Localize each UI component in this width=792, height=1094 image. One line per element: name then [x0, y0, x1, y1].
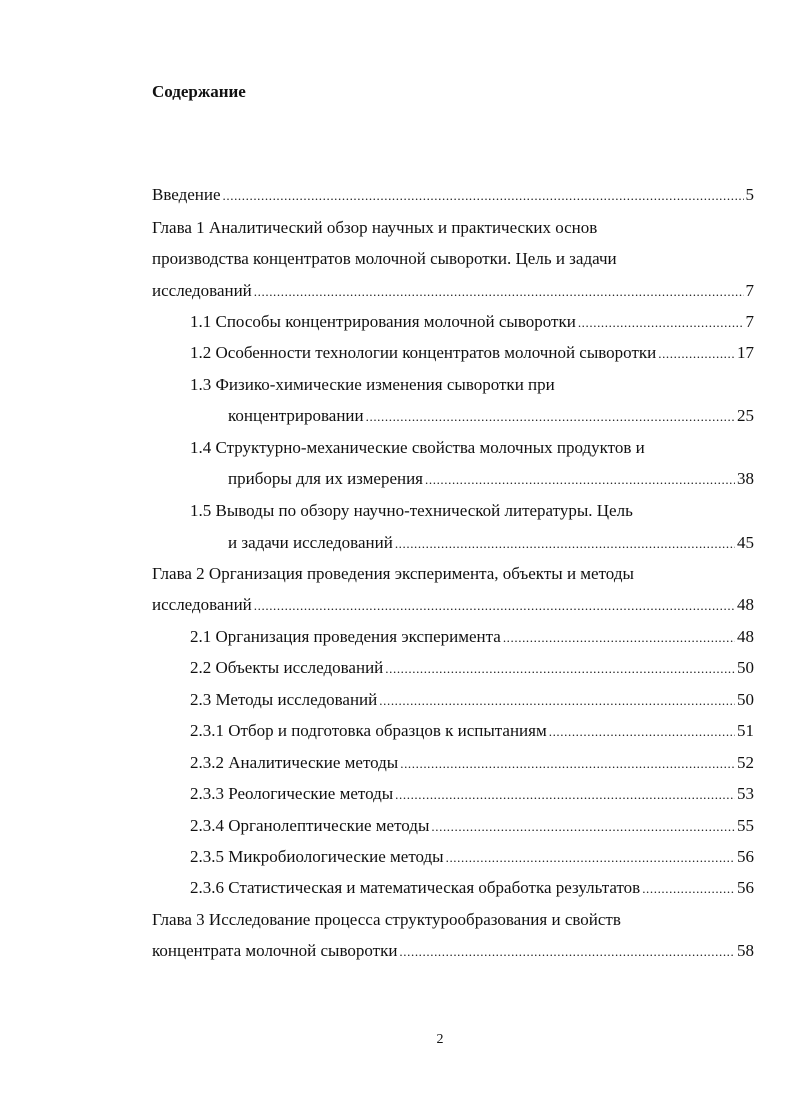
toc-page-number: 56 [737, 878, 754, 897]
page-title: Содержание [152, 82, 246, 101]
toc-entry-text: 2.3.3 Реологические методы [190, 784, 394, 803]
toc-entry-text: 1.2 Особенности технологии концентратов молочной сыворотки [190, 343, 657, 362]
toc-entry-text: 2.3 Методы исследований [190, 690, 378, 709]
toc-entry-text: концентрировании [228, 406, 364, 425]
toc-entry-2-3-3[interactable] [190, 783, 754, 805]
dot-leader [431, 816, 735, 838]
toc-chapter-2-line-1[interactable]: Глава 2 Организация проведения эксперимента, объекты и методы [152, 564, 634, 583]
toc-entry-text: 2.3.4 Органолептические методы [190, 816, 430, 835]
toc-page-number: 53 [737, 784, 754, 803]
toc-page-number: 48 [737, 627, 754, 646]
toc-page-number: 7 [745, 281, 754, 300]
toc-entry-text: исследований [152, 281, 252, 300]
toc-entry-1-3[interactable] [228, 405, 754, 427]
toc-page-number: 45 [737, 533, 754, 552]
toc-page-number: 17 [737, 343, 754, 362]
toc-entry-1-4-line-1[interactable]: 1.4 Структурно-механические свойства молочных продуктов и [190, 438, 645, 457]
toc-page-number: 50 [737, 690, 754, 709]
dot-leader [379, 690, 735, 712]
toc-page-number: 51 [737, 721, 754, 740]
toc-entry-text: концентрата молочной сыворотки [152, 941, 398, 960]
dot-leader [549, 721, 735, 743]
dot-leader [223, 185, 744, 207]
toc-entry-1-4[interactable] [228, 468, 754, 490]
dot-leader [254, 281, 744, 303]
toc-entry-text: и задачи исследований [228, 533, 393, 552]
toc-entry-intro[interactable] [152, 184, 754, 206]
toc-entry-text: 2.3.6 Статистическая и математическая обработка результатов [190, 878, 641, 897]
toc-page-number: 48 [737, 595, 754, 614]
dot-leader [400, 753, 735, 775]
toc-entry-text: Введение [152, 185, 221, 204]
toc-entry-text: приборы для их измерения [228, 469, 424, 488]
dot-leader [578, 312, 744, 334]
dot-leader [254, 595, 735, 617]
dot-leader [658, 343, 735, 365]
toc-entry-chapter-2[interactable] [152, 594, 754, 616]
dot-leader [399, 941, 735, 963]
toc-page-number: 56 [737, 847, 754, 866]
toc-entry-1-3-line-1[interactable]: 1.3 Физико-химические изменения сыворотки при [190, 375, 555, 394]
toc-entry-2-1[interactable] [190, 626, 754, 648]
toc-page-number: 25 [737, 406, 754, 425]
toc-entry-1-5-line-1[interactable]: 1.5 Выводы по обзору научно-технической литературы. Цель [190, 501, 633, 520]
toc-entry-2-3[interactable] [190, 689, 754, 711]
page-number: 2 [436, 1032, 444, 1047]
toc-entry-2-3-4[interactable] [190, 815, 754, 837]
dot-leader [425, 469, 735, 491]
toc-entry-1-5[interactable] [228, 532, 754, 554]
dot-leader [385, 658, 735, 680]
toc-entry-chapter-3[interactable] [152, 940, 754, 962]
toc-page-number: 52 [737, 753, 754, 772]
dot-leader [642, 878, 735, 900]
toc-page-number: 50 [737, 658, 754, 677]
toc-entry-text: 2.1 Организация проведения эксперимента [190, 627, 501, 646]
dot-leader [366, 406, 735, 428]
toc-entry-text: 1.1 Способы концентрирования молочной сыворотки [190, 312, 576, 331]
toc-entry-text: 2.2 Объекты исследований [190, 658, 384, 677]
dot-leader [446, 847, 735, 869]
toc-chapter-3-line-1[interactable]: Глава 3 Исследование процесса структурообразования и свойств [152, 910, 621, 929]
toc-chapter-1-line-1[interactable]: Глава 1 Аналитический обзор научных и практических основ [152, 218, 598, 237]
toc-entry-text: 2.3.1 Отбор и подготовка образцов к испытаниям [190, 721, 547, 740]
toc-entry-text: исследований [152, 595, 252, 614]
toc-entry-2-3-6[interactable] [190, 877, 754, 899]
toc-entry-1-1[interactable] [190, 311, 754, 333]
toc-chapter-1-line-2[interactable]: производства концентратов молочной сыворотки. Цель и задачи [152, 249, 617, 268]
dot-leader [503, 627, 735, 649]
toc-entry-2-3-5[interactable] [190, 846, 754, 868]
toc-entry-text: 2.3.5 Микробиологические методы [190, 847, 444, 866]
dot-leader [395, 533, 735, 555]
toc-entry-2-2[interactable] [190, 657, 754, 679]
toc-entry-1-2[interactable] [190, 342, 754, 364]
toc-page-number: 38 [737, 469, 754, 488]
toc-entry-chapter-1[interactable] [152, 280, 754, 302]
toc-page-number: 7 [745, 312, 754, 331]
toc-page-number: 55 [737, 816, 754, 835]
toc-entry-2-3-1[interactable] [190, 720, 754, 742]
toc-entry-text: 2.3.2 Аналитические методы [190, 753, 399, 772]
toc-entry-2-3-2[interactable] [190, 752, 754, 774]
dot-leader [395, 784, 735, 806]
toc-page-number: 58 [737, 941, 754, 960]
toc-page-number: 5 [745, 185, 754, 204]
